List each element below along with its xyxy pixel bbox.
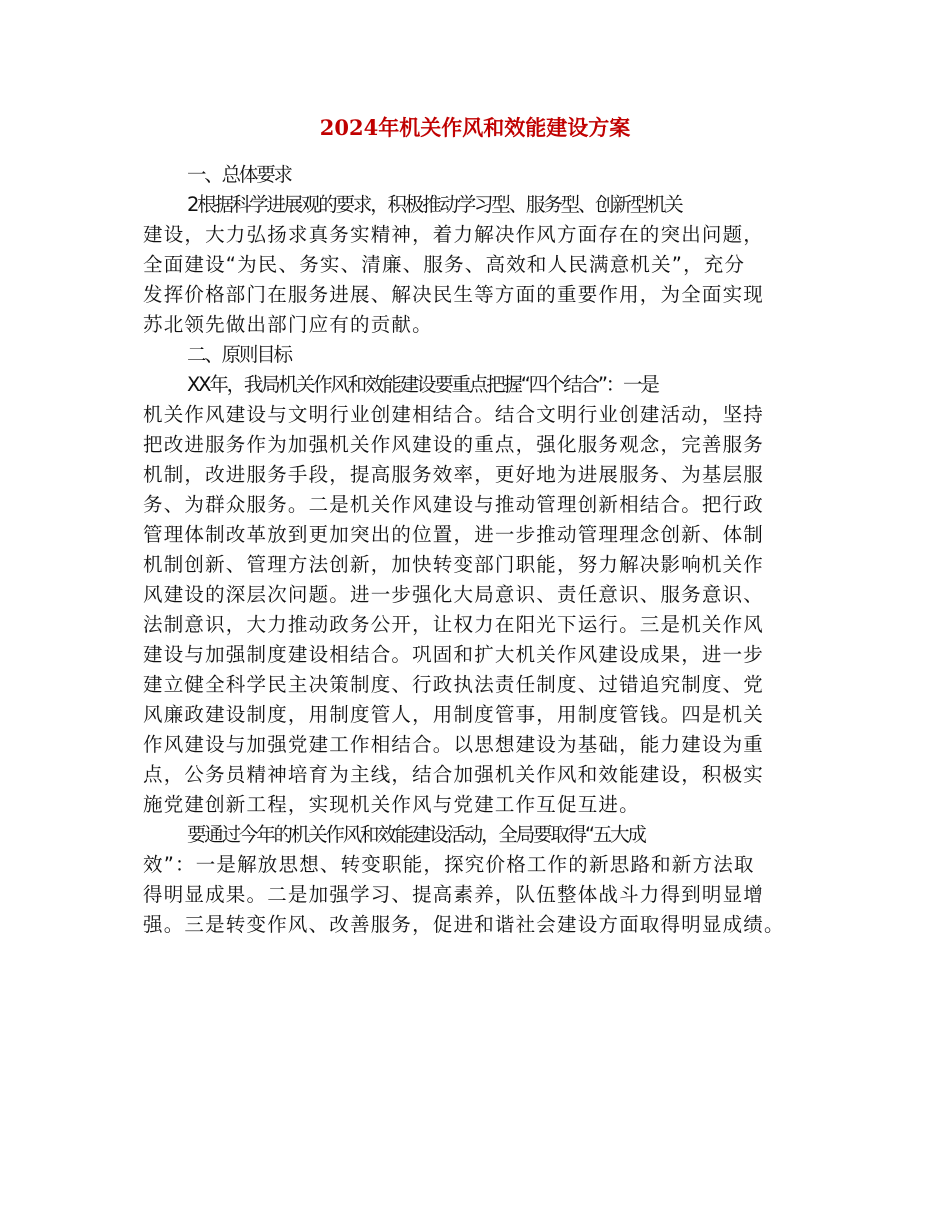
text-line: 建立健全科学民主决策制度、行政执法责任制度、过错追究制度、党 (143, 673, 765, 696)
text-line: 法制意识，大力推动政务公开，让权力在阳光下运行。三是机关作风 (143, 613, 765, 636)
text-line: 要通过今年的机关作风和效能建设活动，全局要取得“五大成 (187, 823, 645, 846)
text-line: 建设与加强制度建设相结合。巩固和扩大机关作风建设成果，进一步 (143, 643, 765, 666)
text-line: 苏北领先做出部门应有的贡献。 (143, 313, 433, 336)
text-line: 强。三是转变作风、改善服务，促进和谐社会建设方面取得明显成绩。 (143, 913, 785, 936)
text-line: 机关作风建设与文明行业创建相结合。结合文明行业创建活动，坚持 (143, 403, 765, 426)
text-line: 作风建设与加强党建工作相结合。以思想建设为基础，能力建设为重 (143, 733, 765, 756)
document-body (143, 160, 803, 940)
text-line: 全面建设“为民、务实、清廉、服务、高效和人民满意机关”，充分 (143, 253, 746, 276)
text-line: 一、总体要求 (187, 163, 291, 186)
text-line: 二、原则目标 (187, 343, 291, 366)
text-line: 2根据科学进展观的要求，积极推动学习型、服务型、创新型机关 (187, 193, 682, 216)
text-line: 务、为群众服务。二是机关作风建设与推动管理创新相结合。把行政 (143, 493, 765, 516)
text-line: 风廉政建设制度，用制度管人，用制度管事，用制度管钱。四是机关 (143, 703, 765, 726)
text-line: 发挥价格部门在服务进展、解决民生等方面的重要作用，为全面实现 (143, 283, 765, 306)
text-line: 效”：一是解放思想、转变职能，探究价格工作的新思路和新方法取 (143, 853, 755, 876)
text-line: 机制创新、管理方法创新，加快转变部门职能，努力解决影响机关作 (143, 553, 765, 576)
text-line: 把改进服务作为加强机关作风建设的重点，强化服务观念，完善服务 (143, 433, 765, 456)
text-line: 点，公务员精神培育为主线，结合加强机关作风和效能建设，积极实 (143, 763, 765, 786)
text-line: 施党建创新工程，实现机关作风与党建工作互促互进。 (143, 793, 640, 816)
text-line: 建设，大力弘扬求真务实精神，着力解决作风方面存在的突出问题， (143, 223, 765, 246)
document-title: 2024年机关作风和效能建设方案 (319, 115, 631, 140)
text-line: 机制，改进服务手段，提高服务效率，更好地为进展服务、为基层服 (143, 463, 765, 486)
text-line: 风建设的深层次问题。进一步强化大局意识、责任意识、服务意识、 (143, 583, 765, 606)
text-line: XX年，我局机关作风和效能建设要重点把握“四个结合”：一是 (187, 373, 658, 396)
text-line: 得明显成果。二是加强学习、提高素养，队伍整体战斗力得到明显增 (143, 883, 765, 906)
text-line: 管理体制改革放到更加突出的位置，进一步推动管理理念创新、体制 (143, 523, 765, 546)
